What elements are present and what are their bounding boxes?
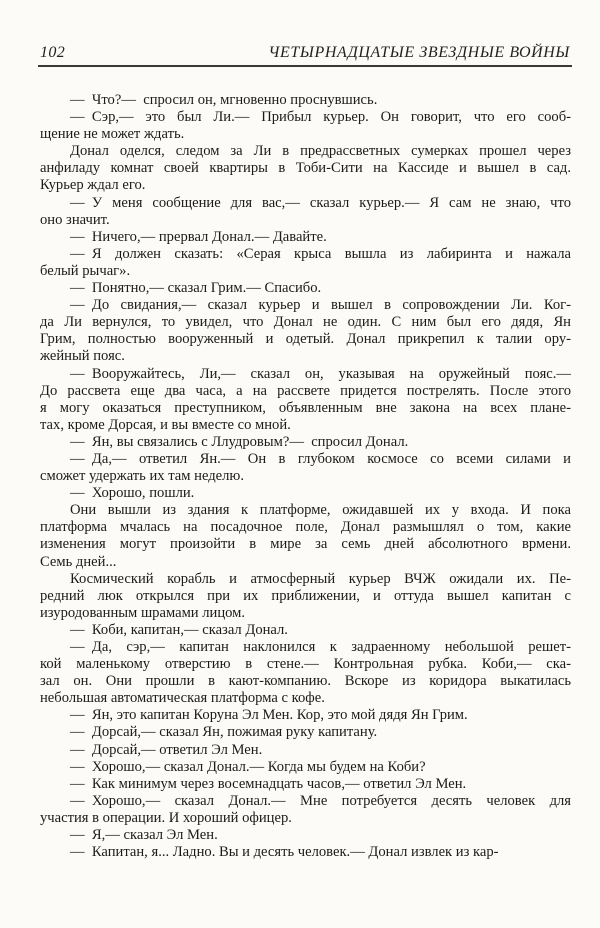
text-line: — Я должен сказать: «Серая крыса вышла из лабиринта и нажала [70, 245, 571, 262]
text-line: — Ян, вы связались с Ллудровым?— спросил Донал. [70, 433, 409, 450]
text-line: — Да,— ответил Ян.— Он в глубоком космосе со всеми силами и [70, 450, 571, 467]
text-line: да Ли вернулся, то увидел, что Донал не один. С ним был его дядя, Ян [40, 314, 571, 331]
text-line: — Понятно,— сказал Грим.— Спасибо. [70, 280, 322, 297]
text-line: Донал оделся, следом за Ли в предрассветных сумерках прошел через [70, 143, 571, 160]
text-line: оно значит. [40, 211, 110, 228]
text-line: — У меня сообщение для вас,— сказал курьер.— Я сам не знаю, что [70, 194, 571, 211]
text-line: Они вышли из здания к платформе, ожидавшей их у входа. И пока [70, 502, 571, 519]
text-line: — Дорсай,— сказал Ян, пожимая руку капитану. [70, 724, 378, 741]
text-line: зал он. Они прошли в кают-компанию. Вскоре из коридора выкатилась [40, 673, 571, 690]
text-line: изменения могут произойти в мире за семь дней абсолютного врмени. [40, 536, 571, 553]
text-line: Грим, полностью вооруженный и одетый. Донал прикрепил к талии ору- [40, 331, 571, 348]
text-line: — Я,— сказал Эл Мен. [70, 827, 218, 844]
text-line: — Хорошо,— сказал Донал.— Мне потребуется десять человек для [70, 792, 571, 809]
text-line: изуродованным шрамами лицом. [40, 604, 246, 621]
text-line: редний люк открылся при их приближении, и оттуда вышел капитан с [40, 587, 571, 604]
text-line: — Ничего,— прервал Донал.— Давайте. [70, 228, 327, 245]
text-line: — Что?— спросил он, мгновенно проснувшись. [70, 92, 378, 108]
page-body [40, 92, 571, 861]
text-line: я могу оказаться преступником, объявленным вне закона на всех плане- [40, 399, 571, 416]
text-line: Курьер ждал его. [40, 177, 146, 194]
text-line: платформа мчалась на посадочное поле, Донал размышлял о том, какие [40, 519, 571, 536]
text-line: — До свидания,— сказал курьер и вышел в сопровождении Ли. Ког- [70, 297, 571, 314]
text-line: — Да, сэр,— капитан наклонился к задраенному небольшой решет- [70, 639, 571, 655]
text-line: — Как минимум через восемнадцать часов,— ответил Эл Мен. [70, 775, 467, 792]
text-line: щение не может ждать. [40, 126, 185, 143]
text-line: — Сэр,— это был Ли.— Прибыл курьер. Он говорит, что его сооб- [70, 109, 571, 126]
running-head [40, 44, 570, 62]
text-line: Семь дней... [40, 553, 117, 570]
text-line: Космический корабль и атмосферный курьер ВЧЖ ожидали их. Пе- [70, 570, 571, 587]
text-line: — Дорсай,— ответил Эл Мен. [70, 741, 263, 758]
text-line: — Капитан, я... Ладно. Вы и десять человек.— Донал извлек из кар- [70, 844, 499, 861]
text-line: кой маленькому отверстию в стене.— Контрольная рубка. Коби,— ска- [40, 656, 571, 673]
text-line: участия в операции. И хороший офицер. [40, 809, 292, 826]
page-number: 102 [40, 44, 66, 61]
text-line: — Вооружайтесь, Ли,— сказал он, указывая на оружейный пояс.— [70, 365, 571, 382]
text-line: До рассвета еще два часа, а на рассвете придется пострелять. После этого [40, 382, 571, 399]
text-line: — Хорошо,— сказал Донал.— Когда мы будем на Коби? [70, 758, 426, 775]
text-line: жейный пояс. [40, 348, 125, 365]
text-line: анфиладу комнат своей квартиры в Тоби-Сити на Кассиде и вышел в сад. [40, 160, 571, 177]
text-line: белый рычаг». [40, 262, 131, 279]
text-line: — Хорошо, пошли. [70, 485, 195, 502]
text-line: — Ян, это капитан Коруна Эл Мен. Кор, это мой дядя Ян Грим. [70, 707, 468, 724]
running-title: ЧЕТЫРНАДЦАТЫЕ ЗВЕЗДНЫЕ ВОЙНЫ [268, 44, 570, 61]
header-rule [38, 65, 572, 67]
text-line: тах, кроме Дорсая, и вы вместе со мной. [40, 416, 291, 433]
text-line: сможет удержать их там неделю. [40, 468, 244, 485]
text-line: небольшая автоматическая платформа с кофе. [40, 690, 325, 707]
text-line: — Коби, капитан,— сказал Донал. [70, 621, 288, 638]
